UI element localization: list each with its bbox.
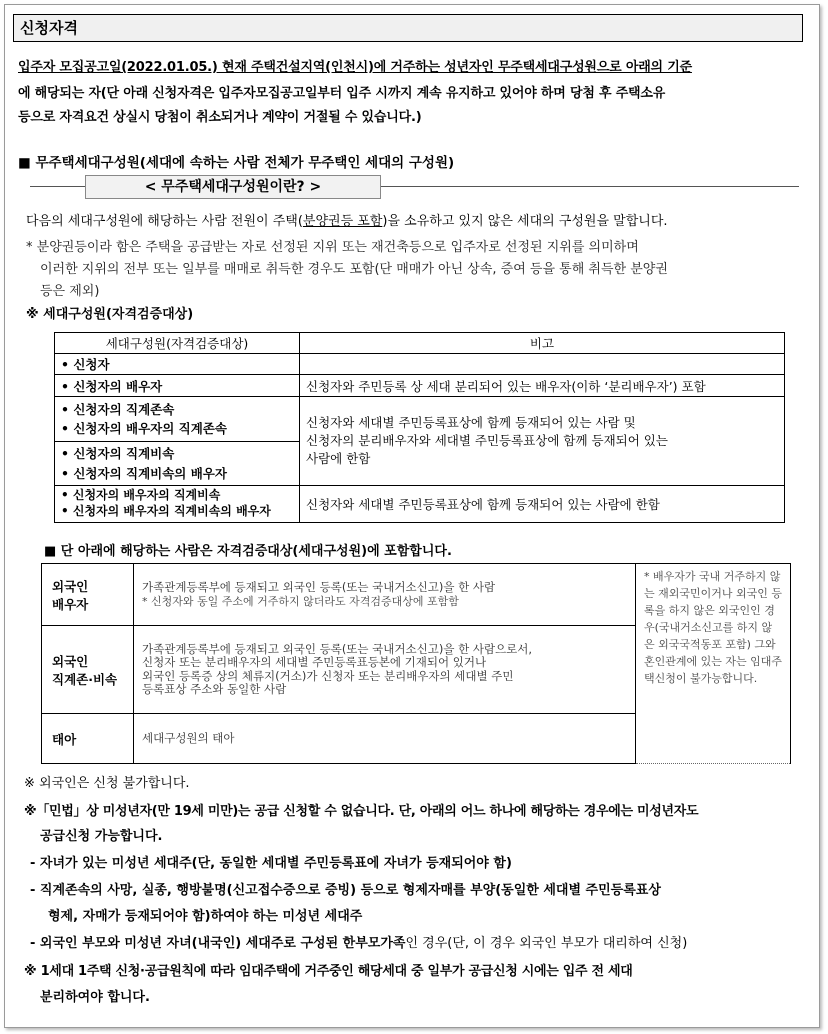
footer-note-3a: ※ 1세대 1주택 신청·공급원칙에 따라 임대주택에 거주중인 해당세대 중 일부가 공급신청 시에는 입주 전 세대 — [24, 964, 633, 979]
side-note: * 배우자가 국내 거주하지 않는 재외국민이거나 외국인 등록을 하지 않은 외국인인 경우(국내거소신고를 하지 않은 외국국적동포 포함) 그와 혼인관계에 있는 자는 임대주택신청이 불가능합니다. — [636, 564, 791, 764]
member-spouse-descendants: • 신청자의 배우자의 직계비속 • 신청자의 배우자의 직계비속의 배우자 — [55, 486, 300, 523]
members-table — [54, 332, 785, 523]
foreign-spouse-desc: 가족관계등록부에 등재되고 외국인 등록(또는 국내거소신고)을 한 사람 * 신청자와 동일 주소에 거주하지 않더라도 자격검증대상에 포함함 — [134, 564, 636, 626]
footer-detail-1: - 자녀가 있는 미성년 세대주(단, 동일한 세대별 주민등록표에 자녀가 등재되어야 함) — [30, 856, 512, 871]
intro-line-2: 에 해당되는 자(단 아래 신청자격은 입주자모집공고일부터 입주 시까지 계속 유지하고 있어야 하며 당첨 후 주택소유 — [18, 86, 666, 101]
member-spouse-note: 신청자와 주민등록 상 세대 분리되어 있는 배우자(이하 ‘분리배우자’) 포함 — [300, 375, 785, 397]
member-ascendants-note: 신청자와 세대별 주민등록표상에 함께 등재되어 있는 사람 및 신청자의 분리배우자와 세대별 주민등록표상에 함께 등재되어 있는 사람에 한함 — [300, 397, 785, 486]
definition-note-3: 등은 제외) — [40, 284, 100, 299]
foreign-spouse-label: 외국인 배우자 — [42, 564, 134, 626]
member-ascendants: • 신청자의 직계존속 • 신청자의 배우자의 직계존속 — [55, 397, 300, 442]
members-col-header: 세대구성원(자격검증대상) — [55, 333, 300, 354]
section-title: 신청자격 — [13, 14, 803, 42]
footer-note-2a: ※「민법」상 미성년자(만 19세 미만)는 공급 신청할 수 없습니다. 단, 아래의 어느 하나에 해당하는 경우에는 미성년자도 — [24, 804, 699, 819]
foreign-family-label: 외국인 직계존·비속 — [42, 626, 134, 714]
definition-rule-left — [30, 186, 85, 187]
foreign-family-desc: 가족관계등록부에 등재되고 외국인 등록(또는 국내거소신고)을 한 사람으로서, 신청자 또는 분리배우자의 세대별 주민등록표등본에 기재되어 있거나 외국인 등록증 상의 체류지(거소)가 신청자 또는 분리배우자의 세대별 주민 등록표상 주소와 동일한 사람 — [134, 626, 636, 714]
intro-line-3: 등으로 자격요건 상실시 당첨이 취소되거나 계약이 거절될 수 있습니다.) — [18, 110, 422, 125]
footer-note-2b: 공급신청 가능합니다. — [40, 829, 163, 844]
member-applicant: • 신청자 — [55, 354, 300, 375]
footer-detail-2a: - 직계존속의 사망, 실종, 행방불명(신고접수증으로 증빙) 등으로 형제자매를 부양(동일한 세대별 주민등록표상 — [30, 883, 661, 898]
member-spouse-descendants-note: 신청자와 세대별 주민등록표상에 함께 등재되어 있는 사람에 한함 — [300, 486, 785, 523]
definition-tag: < 무주택세대구성원이란? > — [85, 175, 381, 199]
footer-note-1: ※ 외국인은 신청 불가합니다. — [24, 776, 190, 791]
included-heading: ■ 단 아래에 해당하는 사람은 자격검증대상(세대구성원)에 포함합니다. — [44, 544, 452, 559]
subheading: ■ 무주택세대구성원(세대에 속하는 사람 전체가 무주택인 세대의 구성원) — [18, 155, 455, 171]
definition-rule-right — [381, 186, 799, 187]
fetus-label: 태아 — [42, 714, 134, 764]
fetus-desc: 세대구성원의 태아 — [134, 714, 636, 764]
footer-detail-2b: 형제, 자매가 등재되어야 함)하여야 하는 미성년 세대주 — [48, 909, 363, 924]
definition-note-1: * 분양권등이라 함은 주택을 공급받는 자로 선정된 지위 또는 재건축등으로 입주자로 선정된 지위를 의미하며 — [26, 240, 639, 255]
footer-detail-3: - 외국인 부모와 미성년 자녀(내국인) 세대주로 구성된 한부모가족인 경우(단, 이 경우 외국인 부모가 대리하여 신청) — [30, 936, 688, 951]
note-col-header: 비고 — [300, 333, 785, 354]
member-spouse: • 신청자의 배우자 — [55, 375, 300, 397]
included-table — [41, 563, 791, 764]
definition-text: 다음의 세대구성원에 해당하는 사람 전원이 주택(분양권등 포함)을 소유하고 있지 않은 세대의 구성원을 말합니다. — [26, 214, 668, 229]
footer-note-3b: 분리하여야 합니다. — [40, 990, 150, 1005]
member-descendants: • 신청자의 직계비속 • 신청자의 직계비속의 배우자 — [55, 442, 300, 486]
intro-line-1: 입주자 모집공고일(2022.01.05.) 현재 주택건설지역(인천시)에 거주하는 성년자인 무주택세대구성원으로 아래의 기준 — [18, 60, 692, 75]
definition-note-2: 이러한 지위의 전부 또는 일부를 매매로 취득한 경우도 포함(단 매매가 아닌 상속, 증여 등을 통해 취득한 분양권 — [40, 262, 668, 277]
members-heading: ※ 세대구성원(자격검증대상) — [26, 307, 194, 322]
